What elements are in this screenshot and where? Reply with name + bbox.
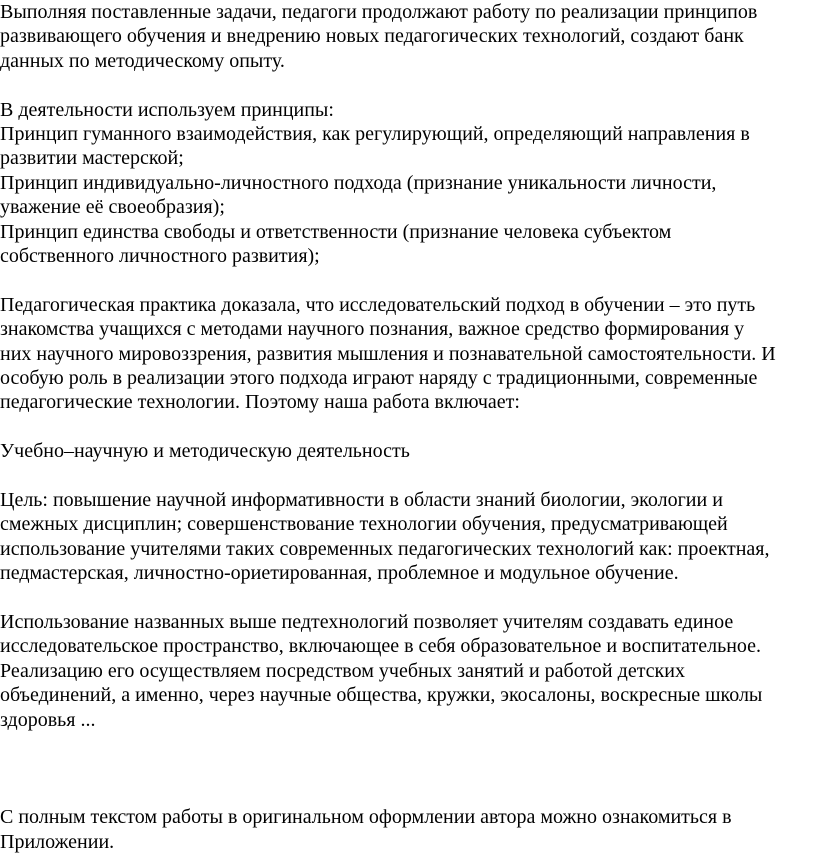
text-line: особую роль в реализации этого подхода играют наряду с традиционными, современные bbox=[0, 367, 758, 390]
text-line: развивающего обучения и внедрению новых педагогических технологий, создают банк bbox=[0, 25, 744, 48]
paragraph-spacer bbox=[0, 464, 816, 488]
text-line: педмастерская, личностно-ориетированная, проблемное и модульное обучение. bbox=[0, 562, 679, 585]
text-line: педагогические технологии. Поэтому наша работа включает: bbox=[0, 391, 520, 414]
text-line: Реализацию его осуществляем посредством учебных занятий и работой детских bbox=[0, 659, 685, 682]
paragraph-tasks bbox=[0, 0, 816, 73]
paragraph-principles bbox=[0, 98, 816, 269]
paragraph-spacer bbox=[0, 415, 816, 439]
text-line: уважение её своеобразия); bbox=[0, 196, 225, 219]
text-line: Приложении. bbox=[0, 830, 115, 853]
text-line: Принцип гуманного взаимодействия, как регулирующий, определяющий направления в bbox=[0, 123, 750, 146]
paragraph-usage bbox=[0, 610, 816, 732]
text-line: данных по методическому опыту. bbox=[0, 49, 285, 72]
text-line: Использование названных выше педтехнологий позволяет учителям создавать единое bbox=[0, 611, 734, 634]
text-line: Принцип единства свободы и ответственности (признание человека субъектом bbox=[0, 220, 672, 243]
text-line: знакомства учащихся с методами научного познания, важное средство формирования у bbox=[0, 318, 745, 341]
text-line: Выполняя поставленные задачи, педагоги продолжают работу по реализации принципов bbox=[0, 1, 758, 23]
text-line: Цель: повышение научной информативности в области знаний биологии, экологии и bbox=[0, 489, 723, 512]
text-line: развитии мастерской; bbox=[0, 147, 184, 170]
text-line: Педагогическая практика доказала, что исследовательский подход в обучении – это путь bbox=[0, 293, 756, 316]
paragraph-spacer bbox=[0, 73, 816, 97]
text-line: Принцип индивидуально-личностного подхода (признание уникальности личности, bbox=[0, 171, 717, 194]
text-line: использование учителями таких современных педагогических технологий как: проектная, bbox=[0, 537, 770, 560]
text-line: исследовательское пространство, включающее в себя образовательное и воспитательное. bbox=[0, 635, 762, 658]
paragraph-goal bbox=[0, 488, 816, 586]
text-line: объединений, а именно, через научные общества, кружки, экосалоны, воскресные школы bbox=[0, 684, 763, 707]
text-line: здоровья ... bbox=[0, 708, 96, 731]
text-line: собственного личностного развития); bbox=[0, 245, 320, 268]
paragraph-spacer bbox=[0, 586, 816, 610]
text-line: С полным текстом работы в оригинальном оформлении автора можно ознакомиться в bbox=[0, 806, 732, 829]
text-line: В деятельности используем принципы: bbox=[0, 98, 334, 121]
paragraph-appendix-note bbox=[0, 805, 816, 854]
text-line: них научного мировоззрения, развития мышления и познавательной самостоятельности. И bbox=[0, 342, 776, 365]
paragraph-spacer bbox=[0, 268, 816, 292]
text-line: смежных дисциплин; совершенствование технологии обучения, предусматривающей bbox=[0, 513, 728, 536]
paragraph-spacer bbox=[0, 732, 816, 805]
paragraph-heading-activity bbox=[0, 439, 816, 463]
text-line: Учебно–научную и методическую деятельность bbox=[0, 440, 410, 463]
paragraph-practice bbox=[0, 293, 816, 415]
